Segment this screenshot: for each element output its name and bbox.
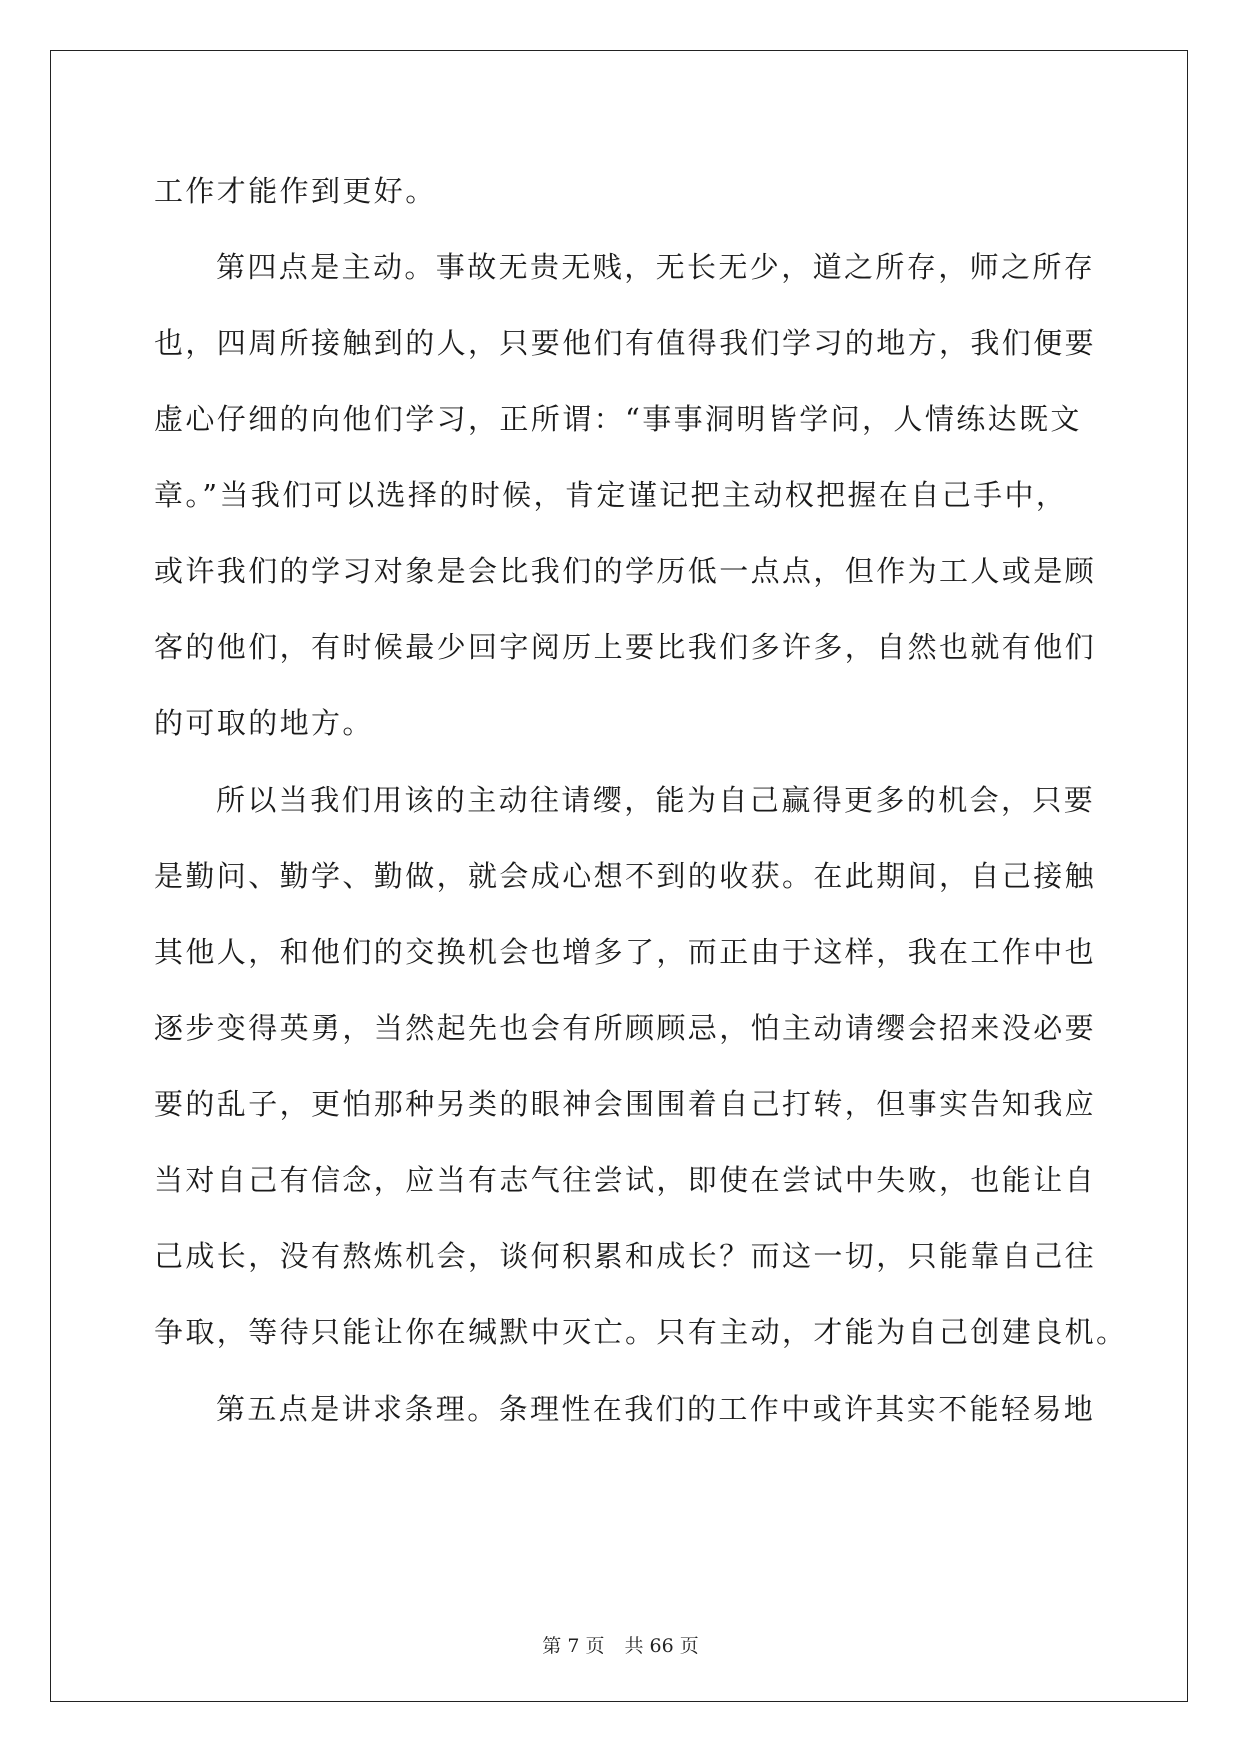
paragraph-line: 章。”当我们可以选择的时候，肯定谨记把主动权把握在自己手中， <box>154 478 1068 512</box>
page-footer <box>0 1634 1241 1658</box>
paragraph-line: 的可取的地方。 <box>154 706 374 740</box>
paragraph-line: 其他人，和他们的交换机会也增多了，而正由于这样，我在工作中也 <box>154 935 1097 969</box>
paragraph-line: 工作才能作到更好。 <box>154 174 437 208</box>
paragraph-line: 争取，等待只能让你在缄默中灭亡。只有主动，才能为自己创建良机。 <box>154 1315 1128 1349</box>
total-pages: 共 66 页 <box>624 1635 699 1657</box>
paragraph-line: 虚心仔细的向他们学习，正所谓：“事事洞明皆学问，人情练达既文 <box>154 402 1082 436</box>
paragraph-line: 当对自己有信念，应当有志气往尝试，即使在尝试中失败，也能让自 <box>154 1163 1097 1197</box>
paragraph-line: 要的乱子，更怕那种另类的眼神会围围着自己打转，但事实告知我应 <box>154 1087 1097 1121</box>
paragraph-line: 己成长，没有熬炼机会，谈何积累和成长？而这一切，只能靠自己往 <box>154 1239 1097 1273</box>
paragraph-line: 是勤问、勤学、勤做，就会成心想不到的收获。在此期间，自己接触 <box>154 859 1097 893</box>
paragraph-line: 也，四周所接触到的人，只要他们有值得我们学习的地方，我们便要 <box>154 326 1097 360</box>
paragraph-line: 或许我们的学习对象是会比我们的学历低一点点，但作为工人或是顾 <box>154 554 1097 588</box>
paragraph-line: 逐步变得英勇，当然起先也会有所顾顾忌，怕主动请缨会招来没必要 <box>154 1011 1097 1045</box>
page-number: 第 7 页 <box>542 1635 605 1657</box>
paragraph-line: 第五点是讲求条理。条理性在我们的工作中或许其实不能轻易地 <box>216 1392 1096 1426</box>
paragraph-line: 所以当我们用该的主动往请缨，能为自己赢得更多的机会，只要 <box>216 783 1096 817</box>
paragraph-line: 第四点是主动。事故无贵无贱，无长无少，道之所存，师之所存 <box>216 250 1096 284</box>
paragraph-line: 客的他们，有时候最少回字阅历上要比我们多许多，自然也就有他们 <box>154 630 1097 664</box>
